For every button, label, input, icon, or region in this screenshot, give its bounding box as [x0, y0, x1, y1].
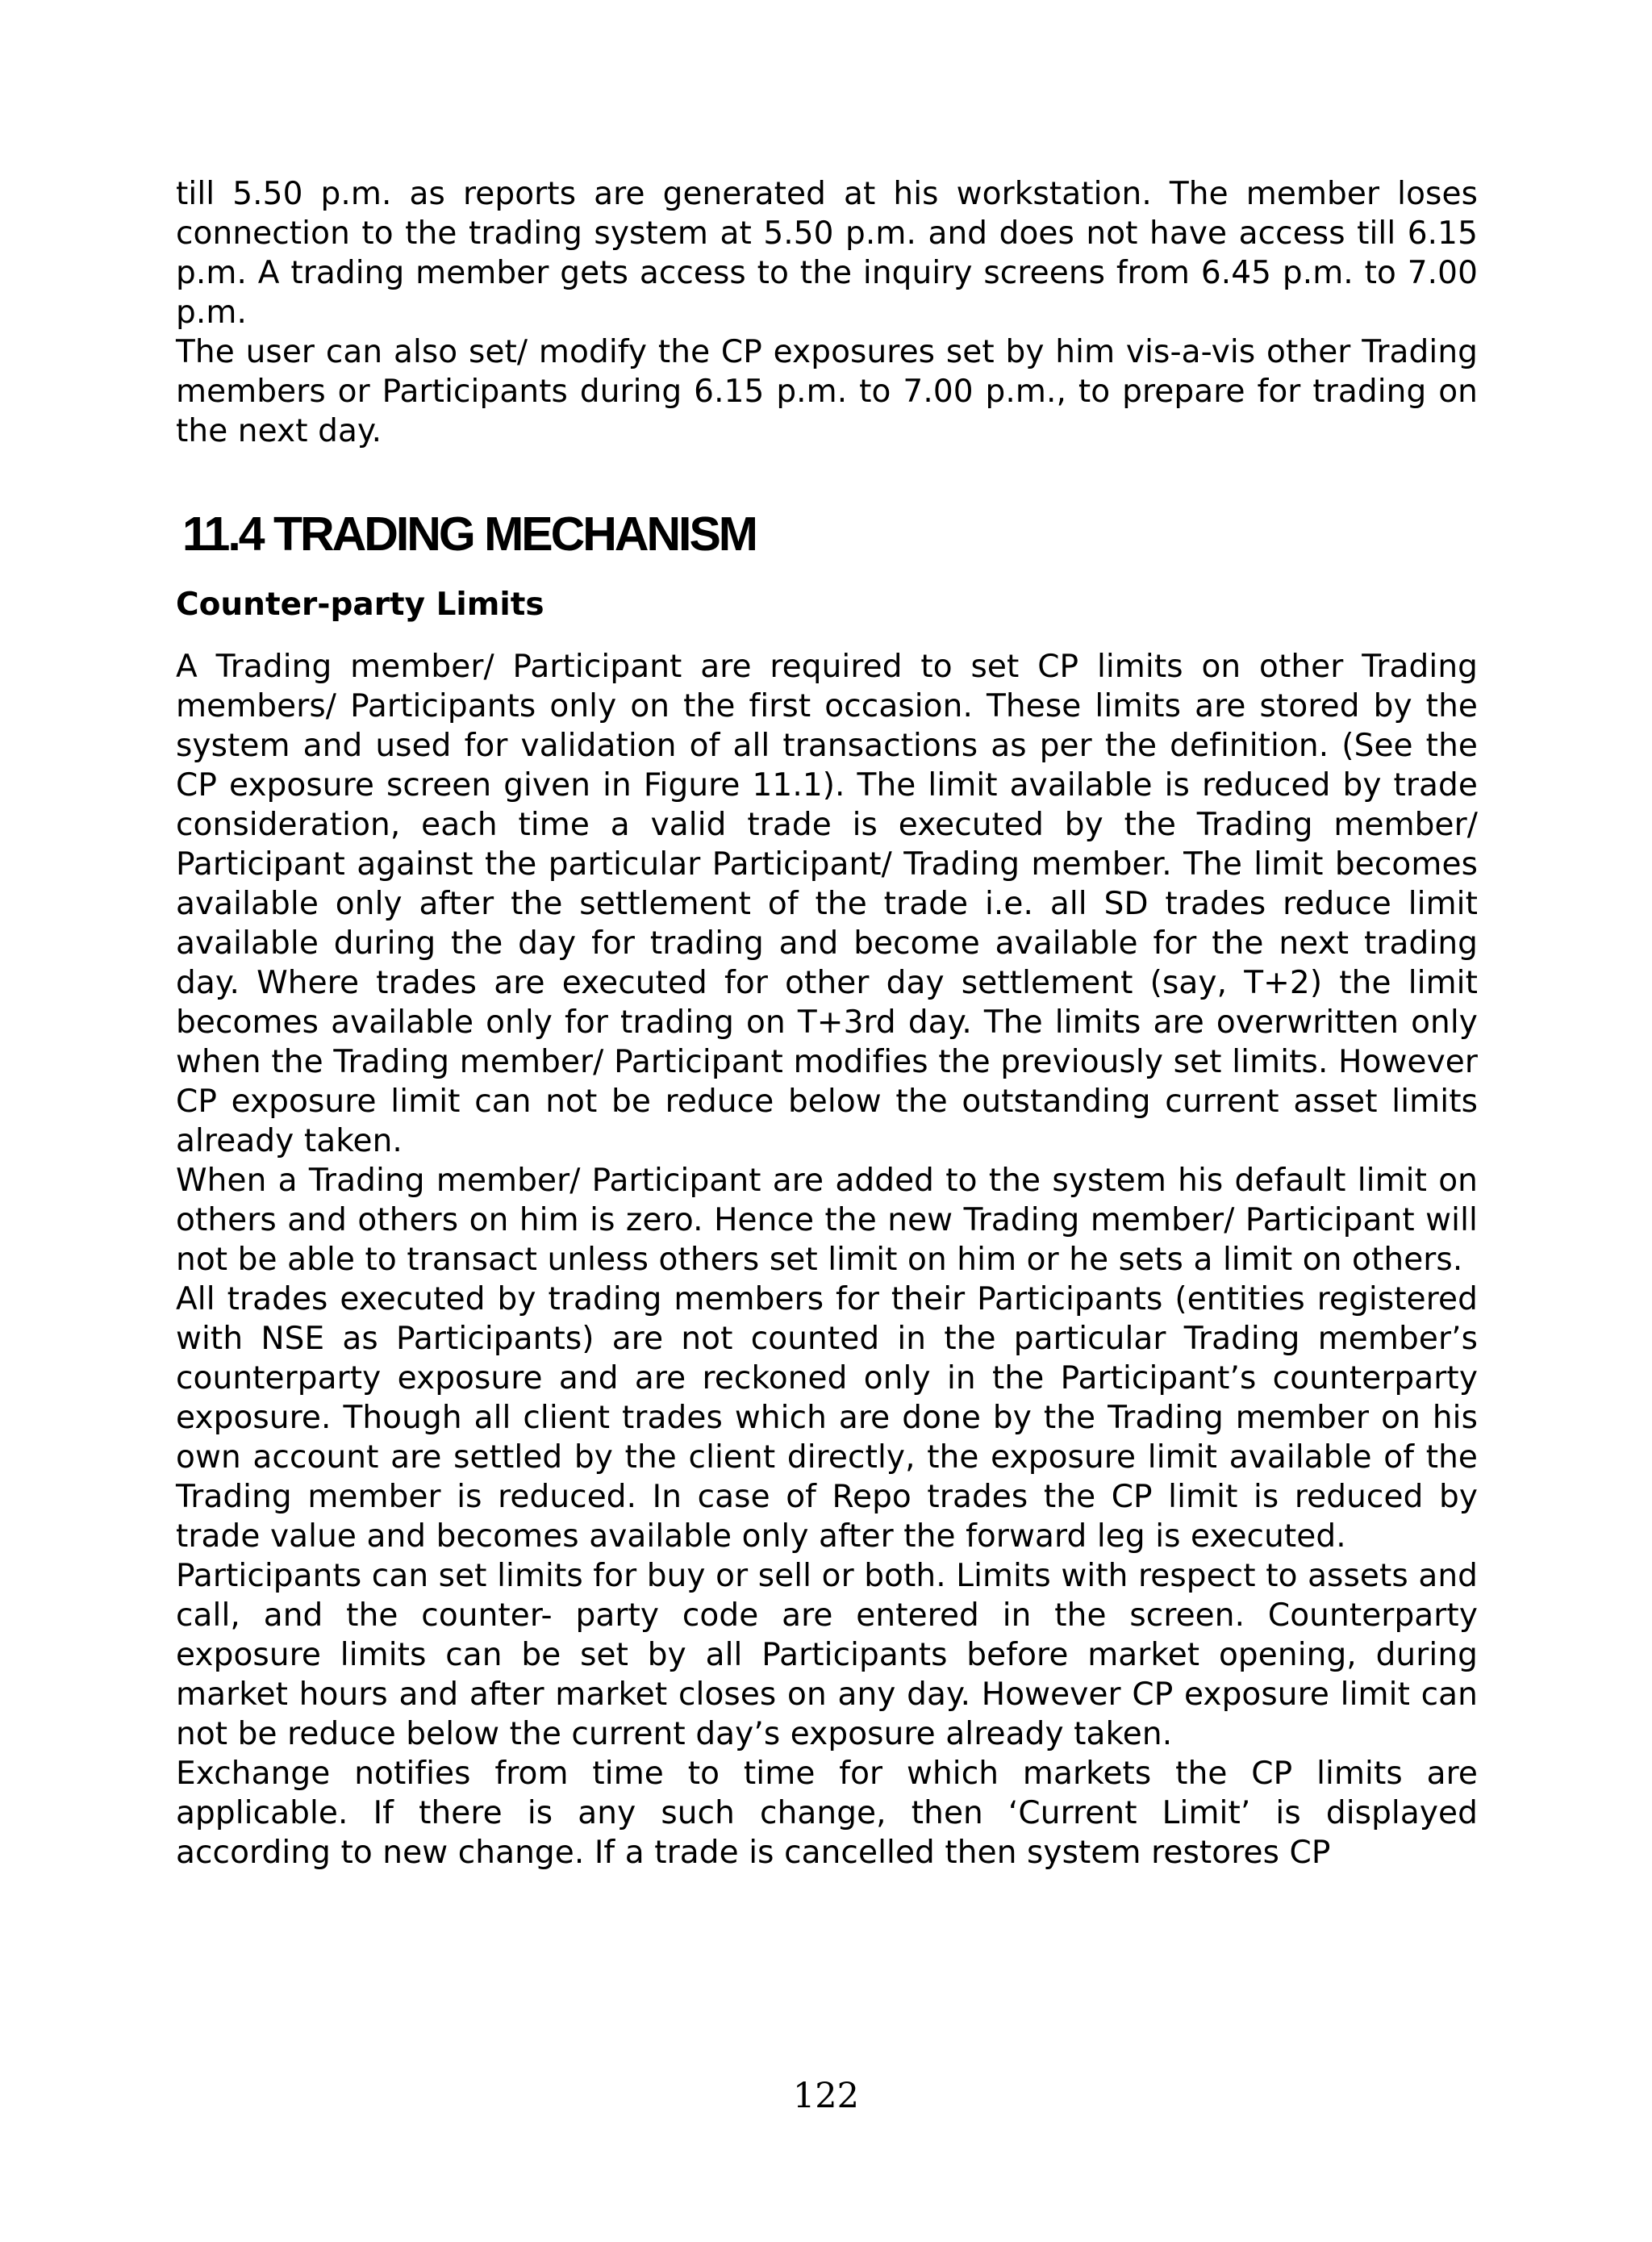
body-paragraph-3: All trades executed by trading members for their Participants (entities registered with NSE as Participants) are not counted in the particular Trading member’s counterparty exposure and are reckoned only in the Participant’s counterparty exposure. Though all client trades which are done by the Trading member on his own account are settled by the client directly, the exposure limit available of the Trading member is reduced. In case of Repo trades the CP limit is reduced by trade value and becomes available only after the forward leg is executed.	[176, 1281, 1478, 1555]
body-paragraph-2: When a Trading member/ Participant are added to the system his default limit on others and others on him is zero. Hence the new Trading member/ Participant will not be able to transact unless others set limit on him or he sets a limit on others.	[176, 1163, 1478, 1278]
section-heading: 11.4 TRADING MECHANISM	[182, 507, 756, 561]
intro-paragraph-1: till 5.50 p.m. as reports are generated at his workstation. The member loses connection to the trading system at 5.50 p.m. and does not have access till 6.15 p.m. A trading member gets access to the inquiry screens from 6.45 p.m. to 7.00 p.m.	[176, 176, 1478, 331]
sub-heading: Counter-party Limits	[176, 587, 544, 623]
page-number: 122	[792, 2076, 860, 2116]
body-paragraph-4: Participants can set limits for buy or sell or both. Limits with respect to assets and call, and the counter- party code are entered in the screen. Counterparty exposure limits can be set by all Participants before market opening, during market hours and after market closes on any day. However CP exposure limit can not be reduce below the current day’s exposure already taken.	[176, 1558, 1478, 1752]
body-paragraph-1: A Trading member/ Participant are required to set CP limits on other Trading members/ Participants only on the first occasion. These limits are stored by the system and used for validation of all transactions as per the definition. (See the CP exposure screen given in Figure 11.1). The limit available is reduced by trade consideration, each time a valid trade is executed by the Trading member/ Participant against the particular Participant/ Trading member. The limit becomes available only after the settlement of the trade i.e. all SD trades reduce limit available during the day for trading and become available for the next trading day. Where trades are executed for other day settlement (say, T+2) the limit becomes available only for trading on T+3rd day. The limits are overwritten only when the Trading member/ Participant modifies the previously set limits. However CP exposure limit can not be reduce below the outstanding current asset limits already taken.	[176, 649, 1478, 1159]
intro-paragraph-2: The user can also set/ modify the CP exposures set by him vis-a-vis other Trading members or Participants during 6.15 p.m. to 7.00 p.m., to prepare for trading on the next day.	[176, 334, 1478, 449]
body-paragraph-5: Exchange notifies from time to time for which markets the CP limits are applicable. If there is any such change, then ‘Current Limit’ is displayed according to new change. If a trade is cancelled then system restores CP	[176, 1756, 1478, 1871]
document-page	[176, 174, 1478, 1873]
